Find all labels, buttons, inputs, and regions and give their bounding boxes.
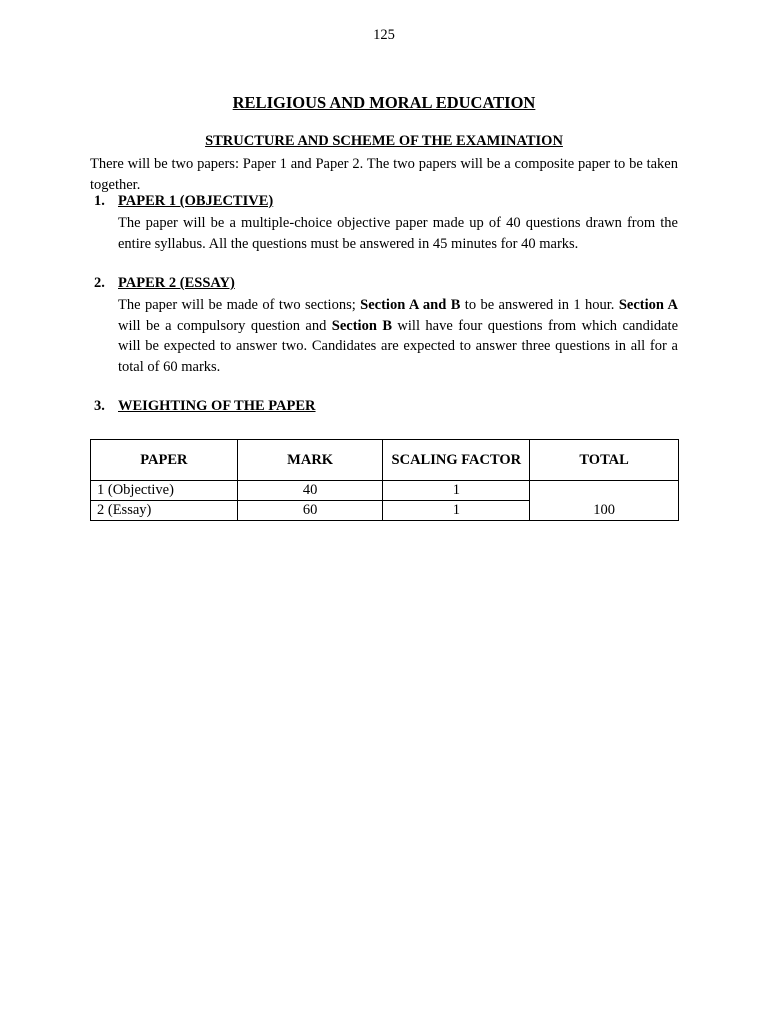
section-heading: PAPER 2 (ESSAY) (118, 275, 235, 291)
page-number: 125 (373, 27, 395, 43)
section-title: STRUCTURE AND SCHEME OF THE EXAMINATION (205, 133, 563, 149)
section-number: 2. (94, 275, 105, 291)
section-heading: PAPER 1 (OBJECTIVE) (118, 193, 274, 209)
cell-scaling: 1 (383, 501, 530, 521)
cell-paper: 2 (Essay) (91, 501, 238, 521)
header-mark: MARK (237, 440, 383, 481)
body-text: The paper will be made of two sections; (118, 297, 361, 313)
cell-total: 100 (530, 481, 679, 521)
header-scaling-factor: SCALING FACTOR (383, 440, 530, 481)
section-body (118, 295, 678, 377)
cell-paper: 1 (Objective) (91, 481, 238, 501)
section-number: 3. (94, 398, 105, 414)
body-bold-text: Section B (331, 317, 392, 334)
document-title: RELIGIOUS AND MORAL EDUCATION (232, 93, 536, 112)
cell-scaling: 1 (383, 481, 530, 501)
section-number: 1. (94, 193, 105, 209)
cell-mark: 40 (237, 481, 383, 501)
weighting-table (90, 439, 679, 521)
body-text: will be a compulsory question and (118, 317, 332, 334)
table-header-row (91, 440, 679, 481)
section-heading: WEIGHTING OF THE PAPER (118, 398, 316, 414)
intro-paragraph: There will be two papers: Paper 1 and Paper 2. The two papers will be a composite paper to be taken together. (90, 156, 678, 193)
section-body: The paper will be a multiple-choice objective paper made up of 40 questions drawn from the entire syllabus. All the questions must be answered in 45 minutes for 40 marks. (118, 215, 678, 252)
body-text: will have four questions from which candidate will be expected to answer two. Candidates are expected to answer three questions in all for a total of 60 marks. (118, 317, 679, 375)
body-bold-text: Section A and B (360, 297, 461, 313)
table-row (91, 481, 679, 501)
cell-mark: 60 (237, 501, 383, 521)
body-text: to be answered in 1 hour. (460, 297, 619, 313)
header-paper: PAPER (91, 440, 238, 481)
header-total: TOTAL (530, 440, 679, 481)
body-bold-text: Section A (618, 297, 679, 313)
